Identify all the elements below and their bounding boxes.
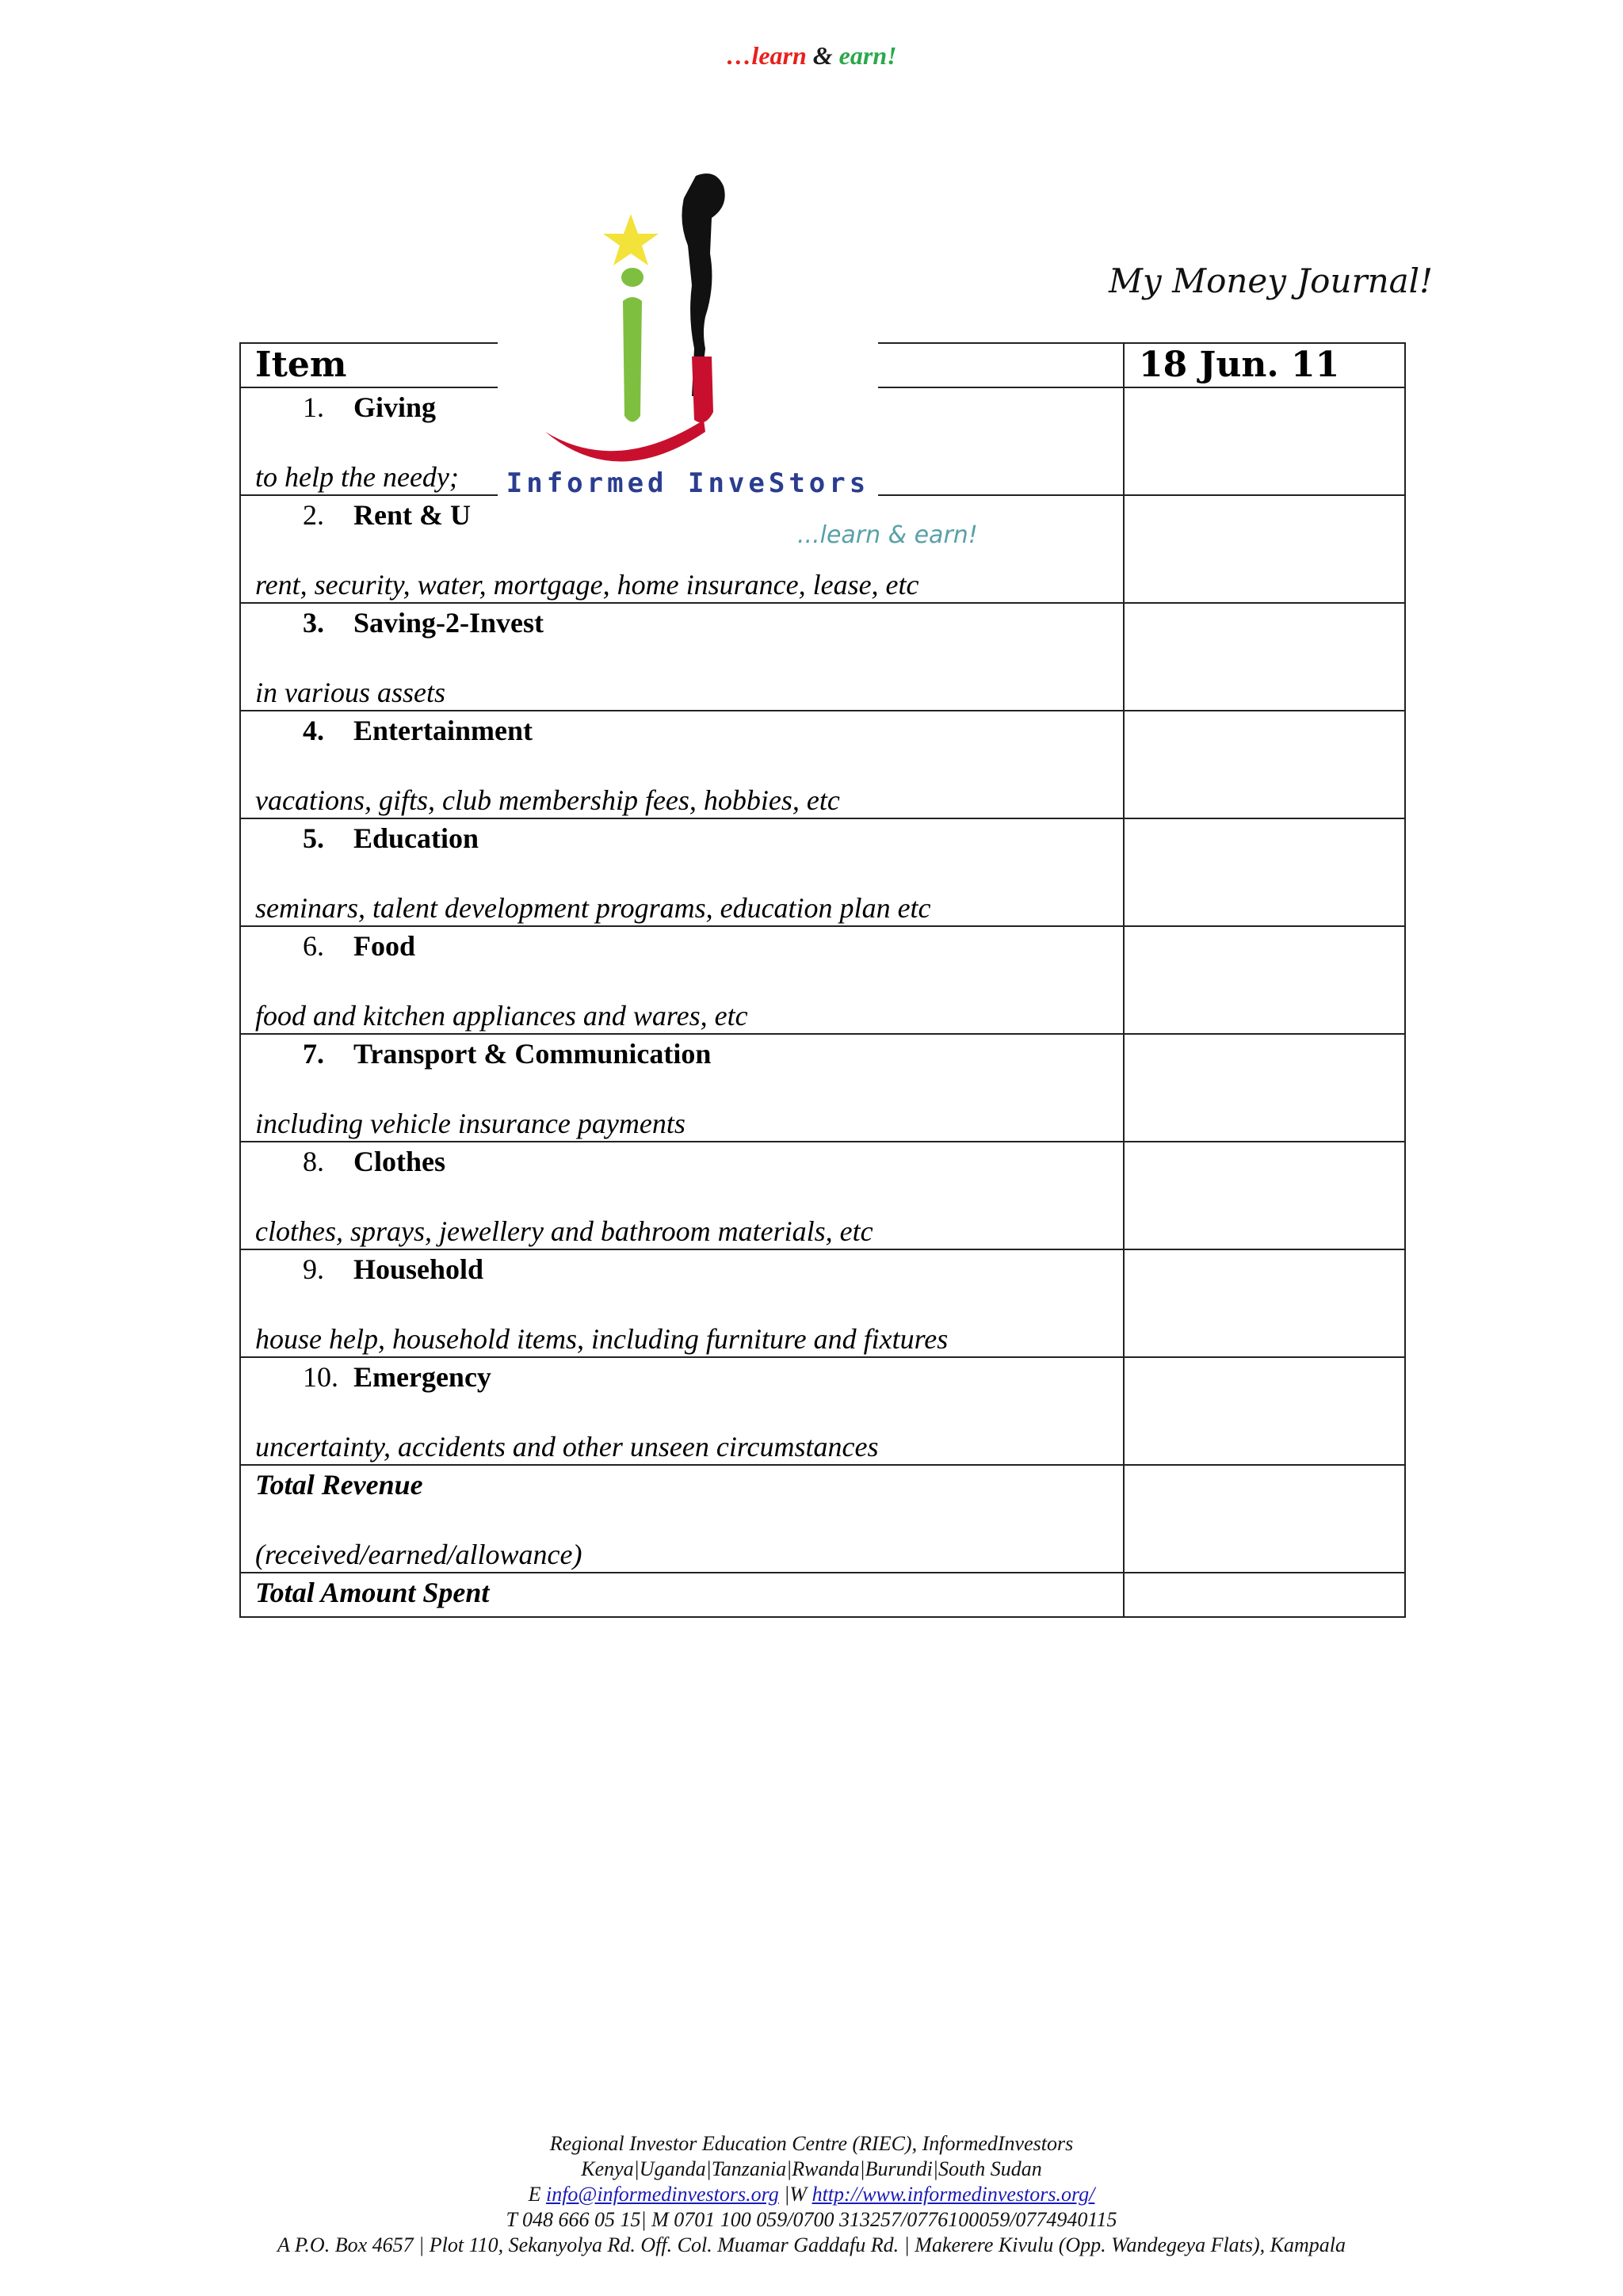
footer-org: Regional Investor Education Centre (RIEC), InformedInvestors bbox=[549, 2132, 1074, 2155]
item-label: Transport & Communication bbox=[353, 1038, 712, 1070]
logo-star-icon bbox=[603, 214, 659, 265]
informed-investors-logo bbox=[498, 158, 978, 555]
item-description: to help the needy; bbox=[255, 461, 459, 493]
page-title: My Money Journal! bbox=[1108, 261, 1433, 300]
item-heading bbox=[255, 604, 1123, 642]
logo-green-stem-icon bbox=[623, 297, 642, 422]
amount-cell[interactable] bbox=[1124, 818, 1405, 926]
total-spent-amount-cell[interactable] bbox=[1124, 1573, 1405, 1617]
amount-cell[interactable] bbox=[1124, 1034, 1405, 1142]
footer-phones: T 048 666 05 15| M 0701 100 059/0700 313257/0776100059/0774940115 bbox=[506, 2208, 1117, 2231]
footer-email-prefix: E bbox=[528, 2183, 546, 2206]
item-label: Emergency bbox=[353, 1361, 491, 1393]
logo-red-figure-icon bbox=[692, 357, 713, 422]
amount-cell[interactable] bbox=[1124, 1142, 1405, 1249]
item-cell bbox=[240, 926, 1124, 1034]
item-number: 9. bbox=[303, 1253, 324, 1285]
item-label: Rent & U bbox=[353, 499, 471, 531]
tagline-learn: …learn bbox=[726, 41, 807, 70]
table-row bbox=[240, 818, 1405, 926]
item-label: Saving-2-Invest bbox=[353, 607, 544, 639]
amount-cell[interactable] bbox=[1124, 387, 1405, 495]
item-number: 5. bbox=[303, 822, 324, 854]
logo-tagline: ...learn & earn! bbox=[797, 521, 978, 549]
item-heading bbox=[255, 1035, 1123, 1073]
footer bbox=[0, 2131, 1623, 2258]
item-label: Entertainment bbox=[353, 715, 533, 746]
tagline-ampersand: & bbox=[806, 41, 839, 70]
item-description: uncertainty, accidents and other unseen circumstances bbox=[255, 1431, 879, 1463]
item-label: Food bbox=[353, 930, 416, 962]
table-row bbox=[240, 926, 1405, 1034]
item-number: 3. bbox=[303, 607, 324, 639]
item-description: rent, security, water, mortgage, home insurance, lease, etc bbox=[255, 569, 919, 601]
total-spent-label: Total Amount Spent bbox=[255, 1577, 490, 1608]
item-number: 2. bbox=[303, 499, 324, 531]
item-number: 4. bbox=[303, 715, 324, 746]
table-row bbox=[240, 1034, 1405, 1142]
amount-cell[interactable] bbox=[1124, 495, 1405, 603]
item-cell bbox=[240, 603, 1124, 711]
table-row bbox=[240, 711, 1405, 818]
item-heading bbox=[255, 927, 1123, 965]
item-description: seminars, talent development programs, education plan etc bbox=[255, 892, 931, 924]
total-spent-row bbox=[240, 1573, 1405, 1617]
item-heading bbox=[255, 819, 1123, 857]
item-cell bbox=[240, 1034, 1124, 1142]
footer-email-link[interactable]: info@informedinvestors.org bbox=[545, 2183, 779, 2206]
header-item: Item bbox=[240, 343, 1124, 387]
total-revenue-amount-cell[interactable] bbox=[1124, 1465, 1405, 1573]
table-row bbox=[240, 1142, 1405, 1249]
item-label: Household bbox=[353, 1253, 484, 1285]
item-description: food and kitchen appliances and wares, etc bbox=[255, 1000, 748, 1032]
logo-red-swoosh-icon bbox=[545, 420, 705, 462]
header-tagline bbox=[0, 41, 1623, 71]
item-description: vacations, gifts, club membership fees, hobbies, etc bbox=[255, 784, 840, 816]
total-spent-cell bbox=[240, 1573, 1124, 1617]
amount-cell[interactable] bbox=[1124, 603, 1405, 711]
table-row bbox=[240, 1249, 1405, 1357]
item-number: 6. bbox=[303, 930, 324, 962]
item-heading bbox=[255, 711, 1123, 749]
item-number: 7. bbox=[303, 1038, 324, 1070]
tagline-earn: earn! bbox=[838, 41, 897, 70]
item-description: clothes, sprays, jewellery and bathroom materials, etc bbox=[255, 1215, 873, 1247]
header-date: 18 Jun. 11 bbox=[1124, 343, 1405, 387]
footer-web-link[interactable]: http://www.informedinvestors.org/ bbox=[812, 2183, 1095, 2206]
footer-countries: Kenya|Uganda|Tanzania|Rwanda|Burundi|South Sudan bbox=[581, 2157, 1042, 2180]
footer-web-prefix: |W bbox=[778, 2183, 812, 2206]
footer-address: A P.O. Box 4657 | Plot 110, Sekanyolya Rd. Off. Col. Muamar Gaddafu Rd. | Makerere Kivulu (Opp. Wandegeya Flats), Kampala bbox=[277, 2233, 1346, 2256]
amount-cell[interactable] bbox=[1124, 711, 1405, 818]
amount-cell[interactable] bbox=[1124, 1249, 1405, 1357]
item-label: Giving bbox=[353, 391, 437, 423]
item-cell bbox=[240, 1142, 1124, 1249]
item-label: Clothes bbox=[353, 1146, 445, 1177]
total-revenue-description: (received/earned/allowance) bbox=[255, 1539, 582, 1570]
item-heading bbox=[255, 1358, 1123, 1396]
item-description: house help, household items, including furniture and fixtures bbox=[255, 1323, 949, 1355]
amount-cell[interactable] bbox=[1124, 926, 1405, 1034]
total-revenue-cell bbox=[240, 1465, 1124, 1573]
total-revenue-row bbox=[240, 1465, 1405, 1573]
item-cell bbox=[240, 711, 1124, 818]
amount-cell[interactable] bbox=[1124, 1357, 1405, 1465]
footer-contact-web bbox=[0, 2182, 1623, 2207]
item-heading bbox=[255, 1250, 1123, 1288]
item-cell bbox=[240, 818, 1124, 926]
item-number: 1. bbox=[303, 391, 324, 423]
logo-name: Informed InveStors bbox=[506, 467, 870, 499]
item-description: in various assets bbox=[255, 677, 446, 708]
table-row bbox=[240, 603, 1405, 711]
logo-green-dot-icon bbox=[621, 268, 643, 287]
table-row bbox=[240, 1357, 1405, 1465]
total-revenue-label: Total Revenue bbox=[255, 1469, 423, 1501]
item-description: including vehicle insurance payments bbox=[255, 1108, 685, 1139]
item-label: Education bbox=[353, 822, 479, 854]
item-cell bbox=[240, 1357, 1124, 1465]
item-number: 8. bbox=[303, 1146, 324, 1177]
item-number: 10. bbox=[303, 1361, 338, 1393]
item-heading bbox=[255, 1142, 1123, 1180]
item-cell bbox=[240, 1249, 1124, 1357]
